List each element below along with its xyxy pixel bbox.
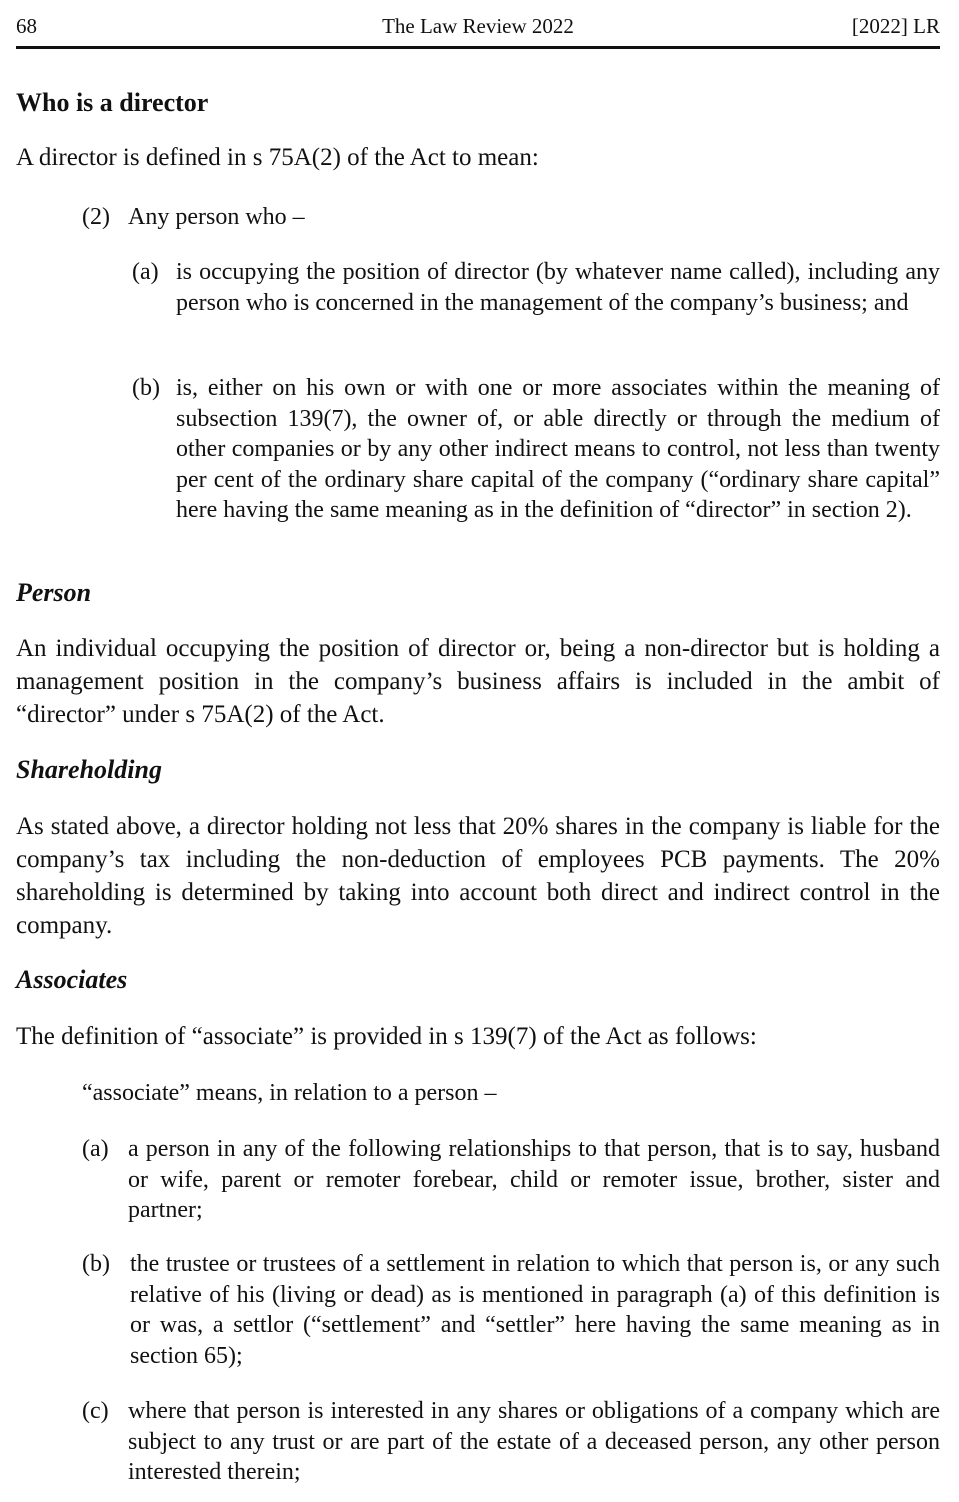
subsection-label: (2) bbox=[82, 204, 110, 230]
paragraph-shareholding: As stated above, a director holding not less that 20% shares in the company is liable for the company’s tax including the non-deduction of employees PCB payments. The 20% shareholding is determined by taking into account both direct and indirect control in the company. bbox=[16, 813, 940, 939]
citation: [2022] LR bbox=[851, 14, 940, 38]
heading-who-is-director: Who is a director bbox=[16, 88, 209, 117]
paragraph-director-intro: A director is defined in s 75A(2) of the Act to mean: bbox=[16, 144, 539, 171]
heading-associates: Associates bbox=[16, 965, 128, 994]
journal-title: The Law Review 2022 bbox=[382, 14, 574, 38]
paragraph-person: An individual occupying the position of director or, being a non-director but is holding a management position in the company’s business affairs is included in the ambit of “director” under s 75A(2) of the Act. bbox=[16, 635, 940, 728]
item-label: (c) bbox=[82, 1398, 109, 1424]
item-text: is, either on his own or with one or more associates within the meaning of subsection 139(7), the owner of, or able directly or through the medium of other companies or by any other indirect means to control, not less than twenty per cent of the ordinary share capital of the company (“ordinary share capital” here having the same meaning as in the definition of “director” in section 2). bbox=[176, 375, 940, 523]
item-text: the trustee or trustees of a settlement in relation to which that person is, or any such relative of his (living or dead) as is mentioned in paragraph (a) of this definition is or was, a settlor (“settlement” and “settler” here having the same meaning as in section 65); bbox=[130, 1251, 940, 1369]
subsection-text: Any person who – bbox=[128, 204, 305, 230]
running-head bbox=[16, 13, 940, 39]
header-rule bbox=[16, 46, 940, 49]
heading-shareholding: Shareholding bbox=[16, 755, 162, 784]
item-label: (b) bbox=[82, 1251, 110, 1277]
item-label: (a) bbox=[82, 1136, 109, 1162]
paragraph-associates-intro: The definition of “associate” is provided in s 139(7) of the Act as follows: bbox=[16, 1023, 757, 1050]
item-text: a person in any of the following relationships to that person, that is to say, husband or wife, parent or remoter forebear, child or remoter issue, brother, sister and partner; bbox=[128, 1136, 940, 1223]
page-number: 68 bbox=[16, 14, 37, 38]
item-label: (b) bbox=[132, 375, 160, 401]
document-page bbox=[16, 0, 940, 1502]
item-text: is occupying the position of director (by whatever name called), including any person who is concerned in the management of the company’s business; and bbox=[176, 259, 940, 316]
item-label: (a) bbox=[132, 259, 159, 285]
quote-intro-text: “associate” means, in relation to a person – bbox=[82, 1080, 497, 1106]
heading-person: Person bbox=[16, 578, 92, 607]
item-text: where that person is interested in any shares or obligations of a company which are subject to any trust or are part of the estate of a deceased person, any other person interested therein; bbox=[128, 1398, 940, 1485]
